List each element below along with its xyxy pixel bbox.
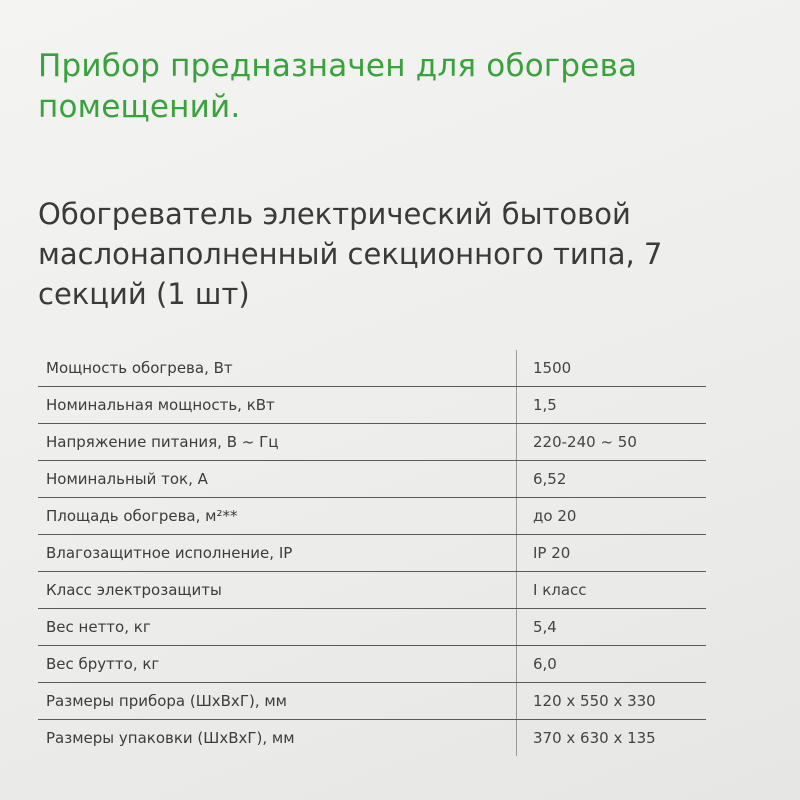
spec-param: Размеры упаковки (ШхВхГ), мм [38, 720, 517, 757]
spec-param: Площадь обогрева, м²** [38, 498, 517, 535]
spec-param: Номинальная мощность, кВт [38, 387, 517, 424]
spec-value: 1500 [517, 350, 707, 387]
spec-value: 220-240 ~ 50 [517, 424, 707, 461]
spec-param: Размеры прибора (ШхВхГ), мм [38, 683, 517, 720]
spec-value: 6,0 [517, 646, 707, 683]
table-row [38, 461, 706, 498]
spec-value: до 20 [517, 498, 707, 535]
table-row [38, 424, 706, 461]
spec-param: Напряжение питания, В ~ Гц [38, 424, 517, 461]
spec-value: IP 20 [517, 535, 707, 572]
table-row [38, 387, 706, 424]
specs-table [38, 350, 706, 756]
intro-text: Прибор предназначен для обогрева помещений. [38, 48, 638, 125]
spec-value: 5,4 [517, 609, 707, 646]
table-row [38, 498, 706, 535]
spec-value: I класс [517, 572, 707, 609]
spec-param: Мощность обогрева, Вт [38, 350, 517, 387]
table-row [38, 683, 706, 720]
spec-param: Номинальный ток, А [38, 461, 517, 498]
spec-param: Влагозащитное исполнение, IP [38, 535, 517, 572]
spec-param: Вес нетто, кг [38, 609, 517, 646]
spec-value: 120 x 550 x 330 [517, 683, 707, 720]
product-title: Обогреватель электрический бытовой маслонаполненный секционного типа, 7 секций (1 шт) [38, 197, 663, 311]
table-row [38, 572, 706, 609]
spec-param: Вес брутто, кг [38, 646, 517, 683]
spec-value: 1,5 [517, 387, 707, 424]
table-row [38, 646, 706, 683]
spec-param: Класс электрозащиты [38, 572, 517, 609]
spec-value: 370 x 630 x 135 [533, 729, 656, 747]
spec-value: 6,52 [517, 461, 707, 498]
table-row [38, 609, 706, 646]
table-row [38, 350, 706, 387]
table-row [38, 720, 706, 757]
table-row [38, 535, 706, 572]
